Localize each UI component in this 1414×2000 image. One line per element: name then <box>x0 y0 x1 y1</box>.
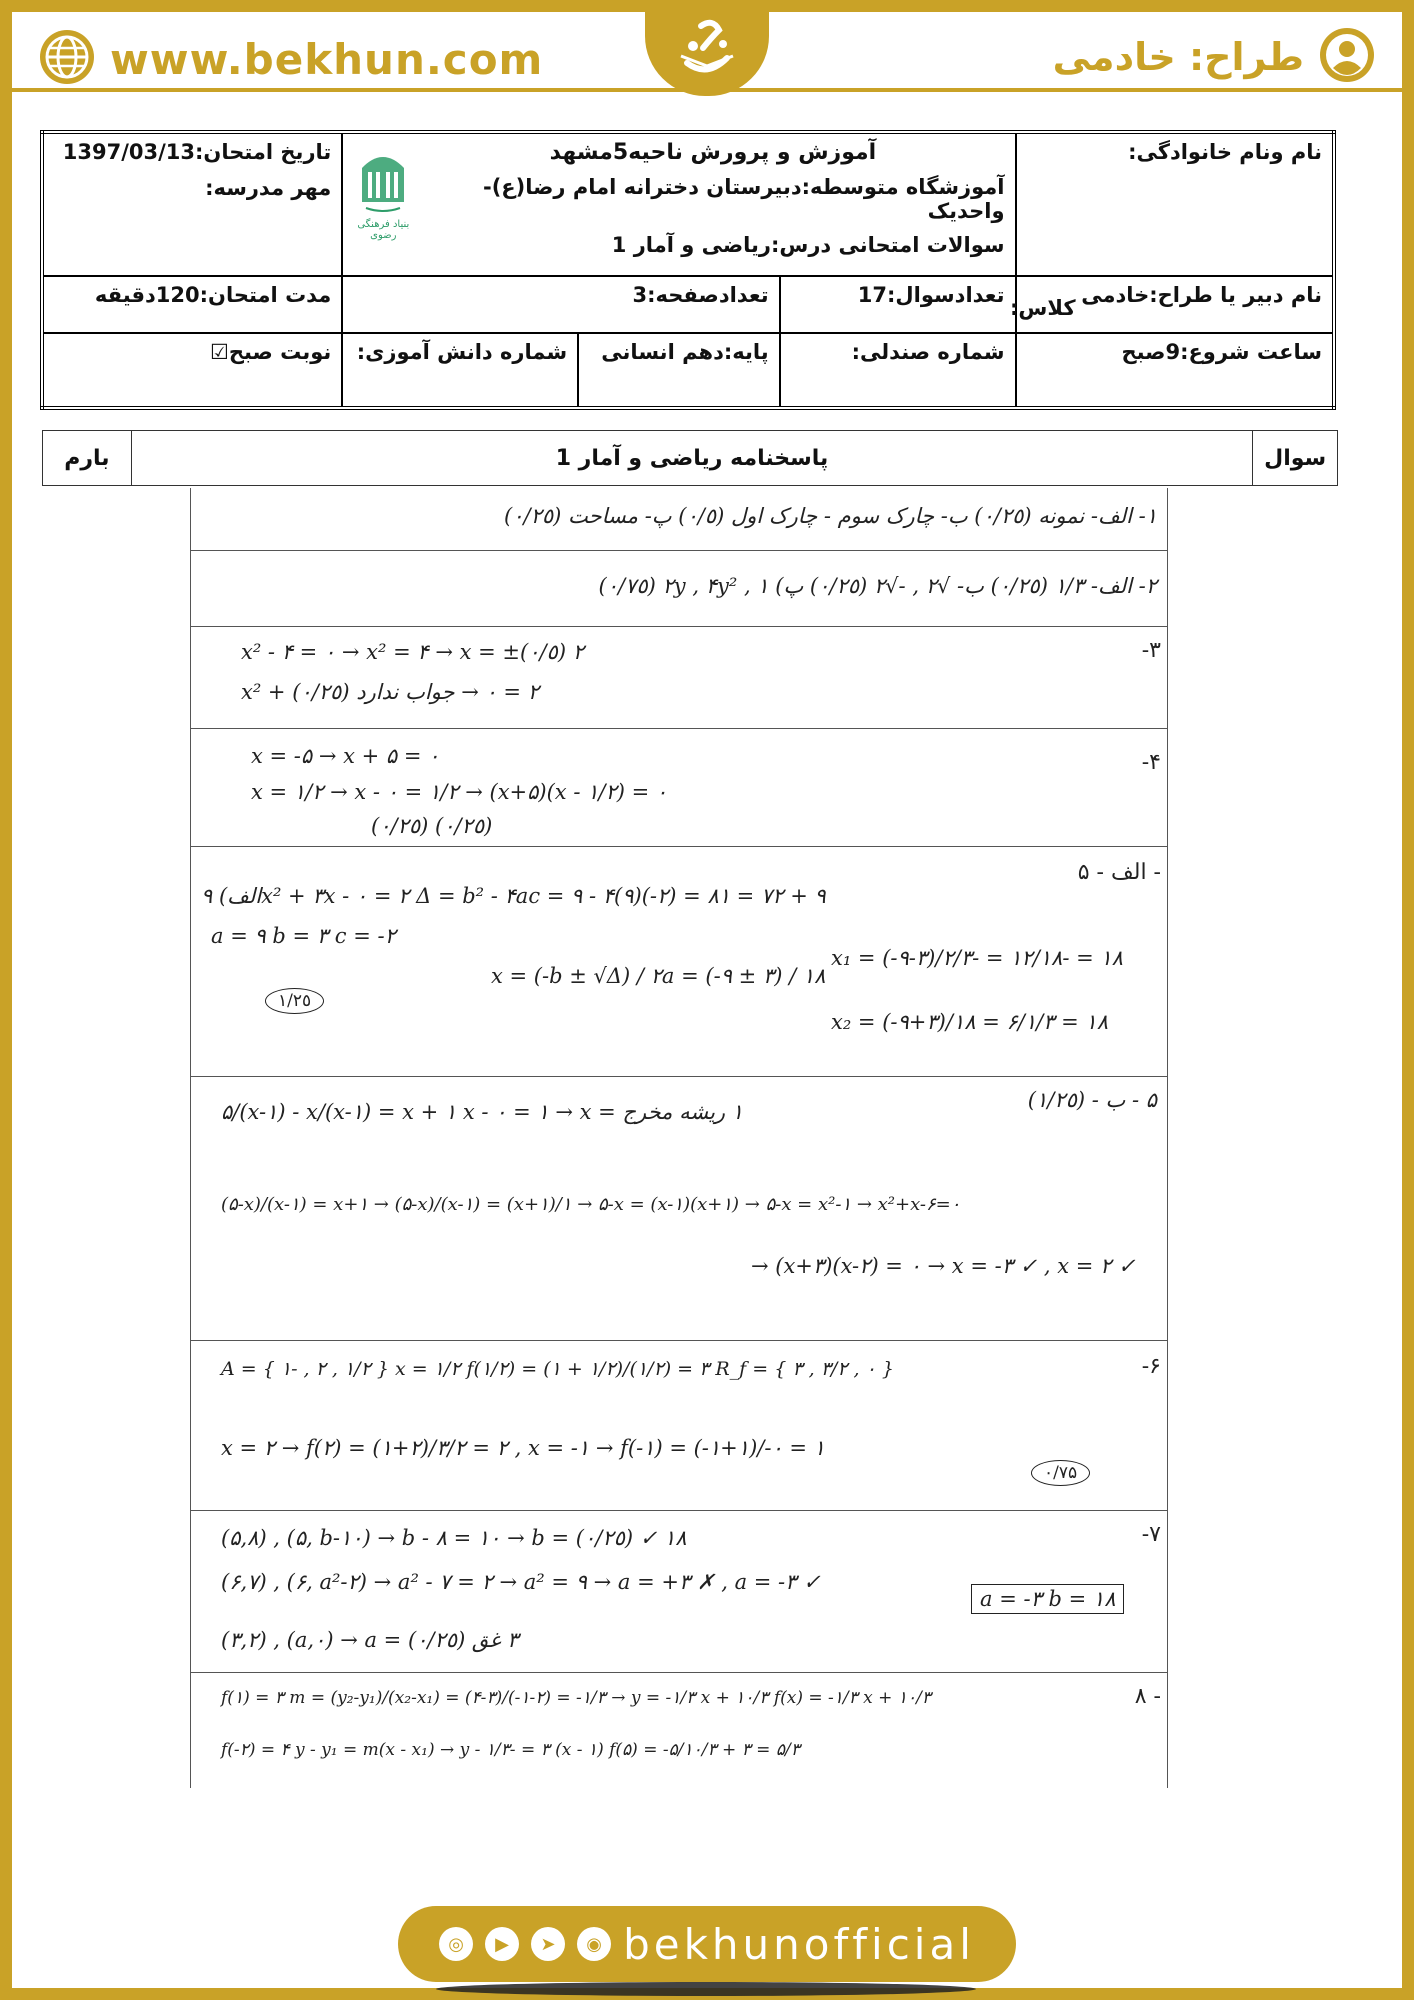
school-top: آموزش و پرورش ناحیه5مشهد <box>549 140 877 165</box>
question-column-header: سوال <box>1252 431 1337 485</box>
answer-q5h: → (x+٣)(x-٢) = ٠ → x = -٣ ✓ , x = ٢ ✓ <box>751 1254 1136 1278</box>
site-url: www.bekhun.com <box>110 34 544 84</box>
answer-q5g: (۵-x)/(x-١) = x+١ → (۵-x)/(x-١) = (x+١)/١ → ۵-x = (x-١)(x+١) → ۵-x = x²-١ → x²+x-۶=٠ <box>221 1194 961 1215</box>
instagram-icon[interactable]: ◉ <box>577 1927 611 1961</box>
student-number-cell: شماره دانش آموزی: <box>342 333 578 408</box>
school-line: آموزشگاه متوسطه:دبیرستان دخترانه امام رضا(ع)-واحدیک <box>482 175 1005 223</box>
aparat-icon[interactable]: ◎ <box>439 1927 473 1961</box>
answer-q5c: x = (-b ± √Δ) / ٢a = (-٣ ± ٩) / ١٨ <box>491 964 826 988</box>
score-column-header: بارم <box>64 445 110 471</box>
answer-q3a: x² - ۴ = ٠ → x² = ۴ → x = ±٢ (٠/٥) <box>241 640 584 664</box>
site-link[interactable] <box>38 28 543 90</box>
designer-name: طراح: خادمی <box>1052 35 1304 79</box>
question-number: -۶ <box>1141 1354 1161 1379</box>
telegram-icon[interactable]: ➤ <box>531 1927 565 1961</box>
answer-q4a: x = -۵ → x + ۵ = ٠ <box>251 744 440 768</box>
answer-q5a: الف) ٩x² + ٣x - ٢ = ٠ Δ = b² - ۴ac = ٩ - ۴(٩)(-٢) = ٩ + ٧٢ = ٨١ <box>201 884 826 908</box>
answer-q1: ١- الف- نمونه (٠/٢٥) ب- چارک سوم - چارک اول (٠/٥) پ- مساحت (٠/٢٥) <box>504 504 1157 528</box>
answer-q3b: x² + ٢ = ٠ → جواب ندارد (٠/٢٥) <box>241 680 539 704</box>
class-label: کلاس: <box>1010 296 1076 320</box>
answer-q6b: x = ٢ → f(٢) = (٢+١)/٢ = ٣/٢ , x = -١ → f(-١) = (-١+١)/-١ = ٠ <box>221 1436 825 1460</box>
teacher-cell: نام دبیر یا طراح:خادمی <box>1016 276 1334 333</box>
exam-header-table <box>40 130 1336 410</box>
handwritten-answers <box>190 488 1168 1788</box>
logo-icon <box>667 8 747 88</box>
footer-social-bar <box>398 1906 1016 1982</box>
answer-sheet-header <box>42 430 1338 486</box>
question-number: -٣ <box>1141 638 1161 663</box>
answer-q4b: x = ١/٢ → x - ١/٢ = ٠ → (x+۵)(x - ١/٢) = ٠ <box>251 780 668 804</box>
answer-q7c: (٣,٢) , (a,٠) → a = ٣ غق (٠/٢٥) <box>221 1628 519 1652</box>
answer-q5e: x₂ = (-٣+٩)/١٨ = ۶/١٨ = ١/٣ <box>831 1010 1108 1034</box>
user-icon <box>1318 26 1376 88</box>
page-count-cell: تعدادصفحه:3 <box>342 276 779 333</box>
question-number: ۵ - الف - <box>1077 860 1161 885</box>
answer-q7a: (۵,٨) , (۵, b-١٠) → b - ١٠ = ٨ → b = ١٨ ✓ (٠/٢٥) <box>221 1526 687 1550</box>
answer-q8b: f(-٢) = ۴ y - y₁ = m(x - x₁) → y - ٣ = -١/٣ (x - ١) f(۵) = -۵/٣ + ١٠/٣ = ۵/٣ <box>221 1740 800 1760</box>
subject-line: سوالات امتحانی درس:ریاضی و آمار 1 <box>611 233 1005 257</box>
answer-q5d: x₁ = (-٣-٩)/١٨ = -١٢/١٨ = -٢/٣ <box>831 946 1123 970</box>
answer-sheet-title: پاسخنامه ریاضی و آمار 1 <box>131 431 1253 485</box>
score-circle: ٠/٧۵ <box>1031 1460 1090 1486</box>
footer-handle[interactable]: bekhunofficial <box>623 1919 975 1969</box>
answer-q8a: f(١) = ٣ m = (y₂-y₁)/(x₂-x₁) = (۴-٣)/(-٢-١) = -١/٣ → y = -١/٣ x + ١٠/٣ f(x) = -١/٣ x + ١٠/٣ <box>221 1688 931 1708</box>
logo-caption: بنیاد فرهنگی رضوی <box>357 219 410 241</box>
youtube-icon[interactable]: ▶ <box>485 1927 519 1961</box>
grade-cell: پایه:دهم انسانی <box>578 333 780 408</box>
answer-q2: ٢- الف- ١/٣ (٠/٢٥) ب- √٢ , -√٢ (٠/٢٥) پ) ١ , ٢y , ۴y² (٠/٧٥) <box>598 574 1157 598</box>
question-number: -٧ <box>1141 1522 1161 1547</box>
answer-q7b: (۶,٧) , (۶, a²-٢) → a² - ٢ = ٧ → a² = ٩ → a = +٣ ✗ , a = -٣ ✓ <box>221 1570 821 1594</box>
answer-q4c: (٠/٢٥) (٠/٢٥) <box>371 814 493 838</box>
footer-shadow <box>436 1982 976 1996</box>
score-circle: ١/٢٥ <box>265 988 324 1014</box>
start-time-cell: ساعت شروع:9صبح <box>1016 333 1334 408</box>
exam-date: تاریخ امتحان:1397/03/13 <box>62 140 332 164</box>
answer-q5b-title: ۵ - ب - (١/٢٥) <box>1027 1088 1157 1112</box>
seat-cell: شماره صندلی: <box>780 333 1016 408</box>
globe-icon <box>38 28 96 90</box>
name-cell <box>1016 132 1334 276</box>
question-count-cell: تعدادسوال:17 <box>780 276 1016 333</box>
school-logo <box>353 142 413 241</box>
shift-cell: نوبت صبح☑ <box>42 333 342 408</box>
school-info-cell <box>342 132 1015 276</box>
student-name-label: نام ونام خانوادگی: <box>1128 140 1322 164</box>
answer-q5f: ۵/(x-١) - x/(x-١) = x + ١ x - ١ = ٠ → x = ١ ریشه مخرج <box>221 1100 744 1124</box>
answer-q5b: a = ٩ b = ٣ c = -٢ <box>211 924 396 948</box>
exam-date-cell <box>42 132 342 276</box>
duration-cell: مدت امتحان:120دقیقه <box>42 276 342 333</box>
top-banner <box>0 0 1414 92</box>
question-number: -۴ <box>1141 750 1161 775</box>
question-number: ٨ - <box>1134 1684 1161 1709</box>
razavi-logo-icon <box>354 142 412 214</box>
school-stamp: مهر مدرسه: <box>205 176 332 200</box>
designer-label <box>1053 26 1376 88</box>
answer-q6a: A = { ١/٢ , ٢ , -١ } x = ١/٢ f(١/٢) = (١/٢ + ١)/(١/٢) = ٣ R_f = { ٠ , ٣/٢ , ٣ } <box>221 1358 894 1380</box>
answer-q7d: a = -٣ b = ١٨ <box>971 1584 1124 1614</box>
